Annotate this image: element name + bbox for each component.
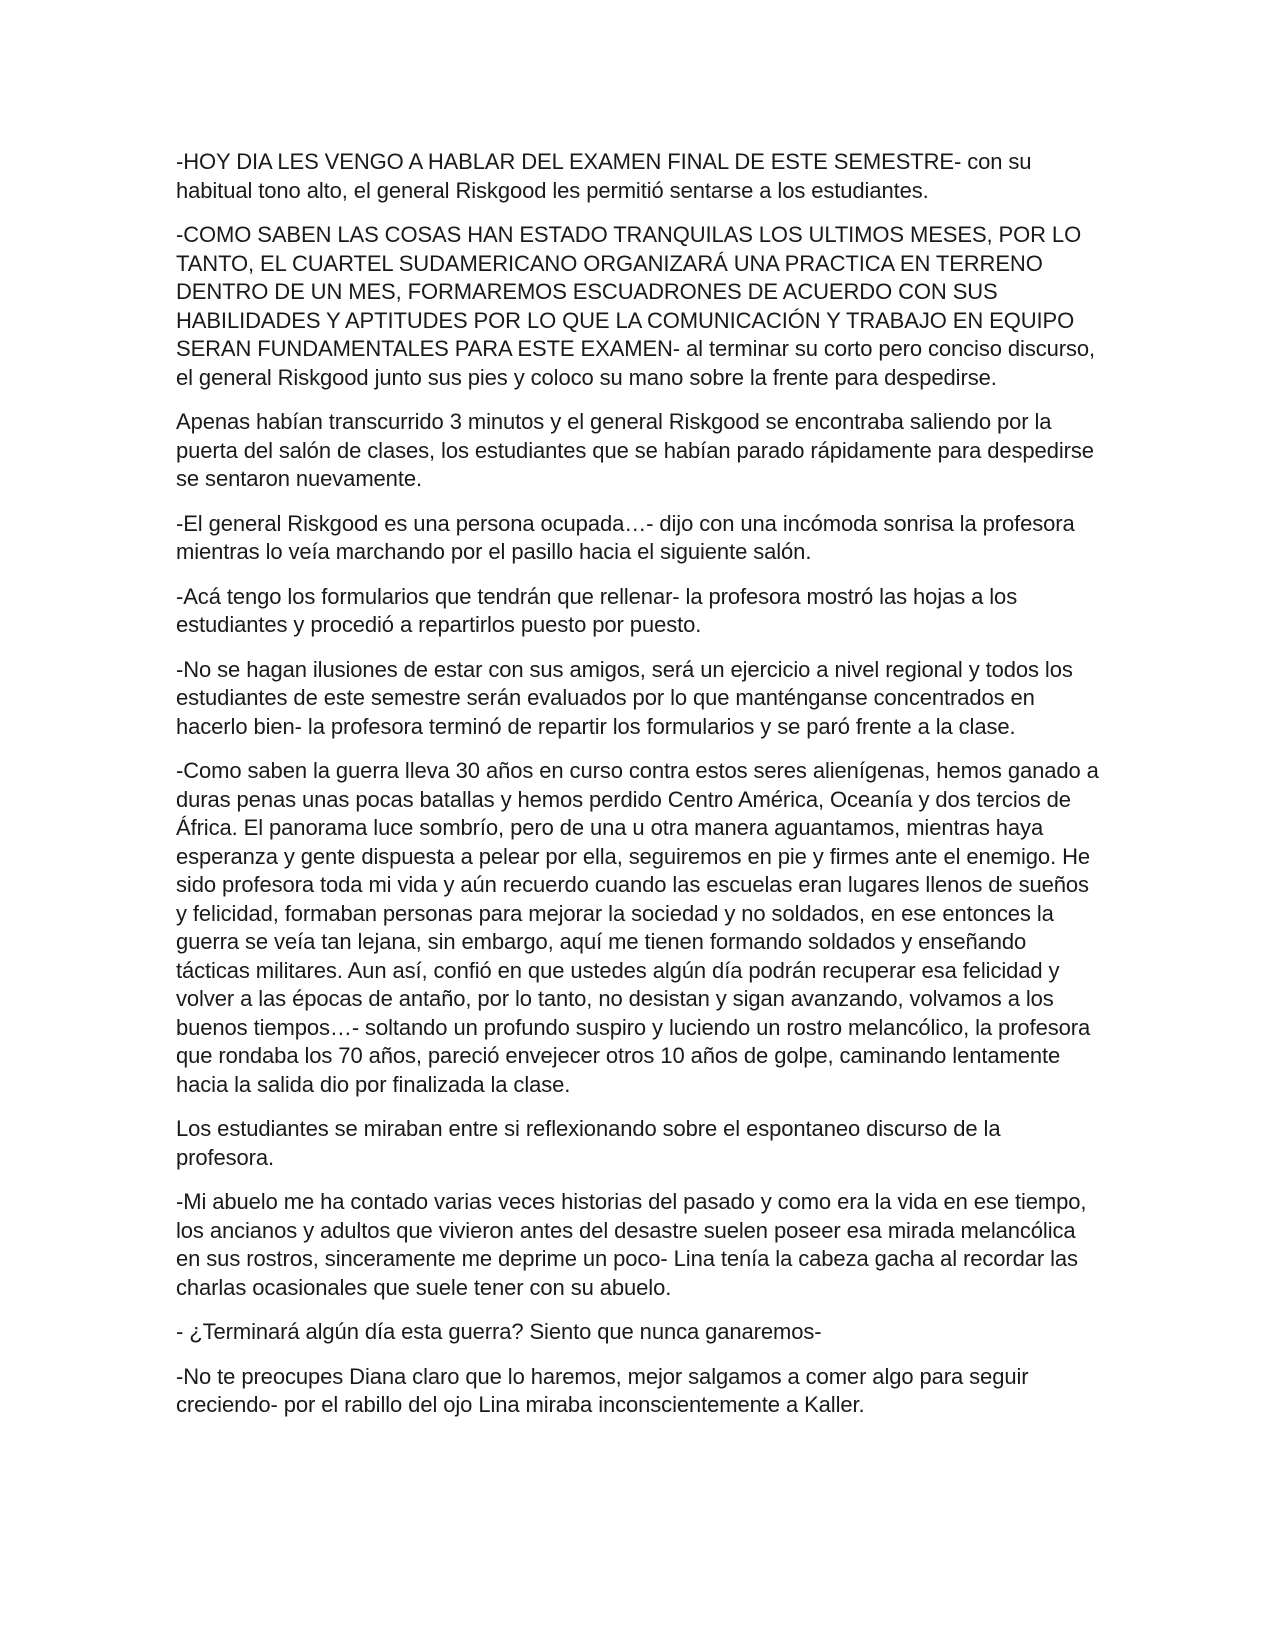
paragraph: -Mi abuelo me ha contado varias veces historias del pasado y como era la vida en ese tiempo, los ancianos y adultos que vivieron antes del desastre suelen poseer esa mirada melancólica en sus rostros, sinceramente me deprime un poco- Lina tenía la cabeza gacha al recordar las charlas ocasionales que suele tener con su abuelo. bbox=[176, 1189, 1087, 1300]
paragraph: -No te preocupes Diana claro que lo haremos, mejor salgamos a comer algo para seguir creciendo- por el rabillo del ojo Lina miraba inconscientemente a Kaller. bbox=[176, 1363, 1029, 1417]
paragraph: -El general Riskgood es una persona ocupada…- dijo con una incómoda sonrisa la profesora mientras lo veía marchando por el pasillo hacia el siguiente salón. bbox=[176, 510, 1075, 564]
document-page bbox=[176, 148, 1104, 1436]
paragraph: -HOY DIA LES VENGO A HABLAR DEL EXAMEN FINAL DE ESTE SEMESTRE- con su habitual tono alto, el general Riskgood les permitió sentarse a los estudiantes. bbox=[176, 149, 1032, 203]
paragraph: - ¿Terminará algún día esta guerra? Siento que nunca ganaremos- bbox=[176, 1319, 822, 1344]
paragraph: Los estudiantes se miraban entre si reflexionando sobre el espontaneo discurso de la profesora. bbox=[176, 1116, 1001, 1170]
paragraph: -Acá tengo los formularios que tendrán que rellenar- la profesora mostró las hojas a los estudiantes y procedió a repartirlos puesto por puesto. bbox=[176, 583, 1018, 637]
paragraph: -COMO SABEN LAS COSAS HAN ESTADO TRANQUILAS LOS ULTIMOS MESES, POR LO TANTO, EL CUARTEL SUDAMERICANO ORGANIZARÁ UNA PRACTICA EN TERRENO DENTRO DE UN MES, FORMAREMOS ESCUADRONES DE ACUERDO CON SUS HABILIDADES Y APTITUDES POR LO QUE LA COMUNICACIÓN Y TRABAJO EN EQUIPO SERAN FUNDAMENTALES PARA ESTE EXAMEN- al terminar su corto pero conciso discurso, el general Riskgood junto sus pies y coloco su mano sobre la frente para despedirse. bbox=[176, 222, 1096, 390]
paragraph: -Como saben la guerra lleva 30 años en curso contra estos seres alienígenas, hemos ganado a duras penas unas pocas batallas y hemos perdido Centro América, Oceanía y dos tercios de África. El panorama luce sombrío, pero de una u otra manera aguantamos, mientras haya esperanza y gente dispuesta a pelear por ella, seguiremos en pie y firmes ante el enemigo. He sido profesora toda mi vida y aún recuerdo cuando las escuelas eran lugares llenos de sueños y felicidad, formaban personas para mejorar la sociedad y no soldados, en ese entonces la guerra se veía tan lejana, sin embargo, aquí me tienen formando soldados y enseñando tácticas militares. Aun así, confió en que ustedes algún día podrán recuperar esa felicidad y volver a las épocas de antaño, por lo tanto, no desistan y sigan avanzando, volvamos a los buenos tiempos…- soltando un profundo suspiro y luciendo un rostro melancólico, la profesora que rondaba los 70 años, pareció envejecer otros 10 años de golpe, caminando lentamente hacia la salida dio por finalizada la clase. bbox=[176, 758, 1099, 1097]
paragraph: -No se hagan ilusiones de estar con sus amigos, será un ejercicio a nivel regional y todos los estudiantes de este semestre serán evaluados por lo que manténganse concentrados en hacerlo bien- la profesora terminó de repartir los formularios y se paró frente a la clase. bbox=[176, 656, 1073, 739]
paragraph: Apenas habían transcurrido 3 minutos y el general Riskgood se encontraba saliendo por la puerta del salón de clases, los estudiantes que se habían parado rápidamente para despedirse se sentaron nuevamente. bbox=[176, 409, 1094, 491]
